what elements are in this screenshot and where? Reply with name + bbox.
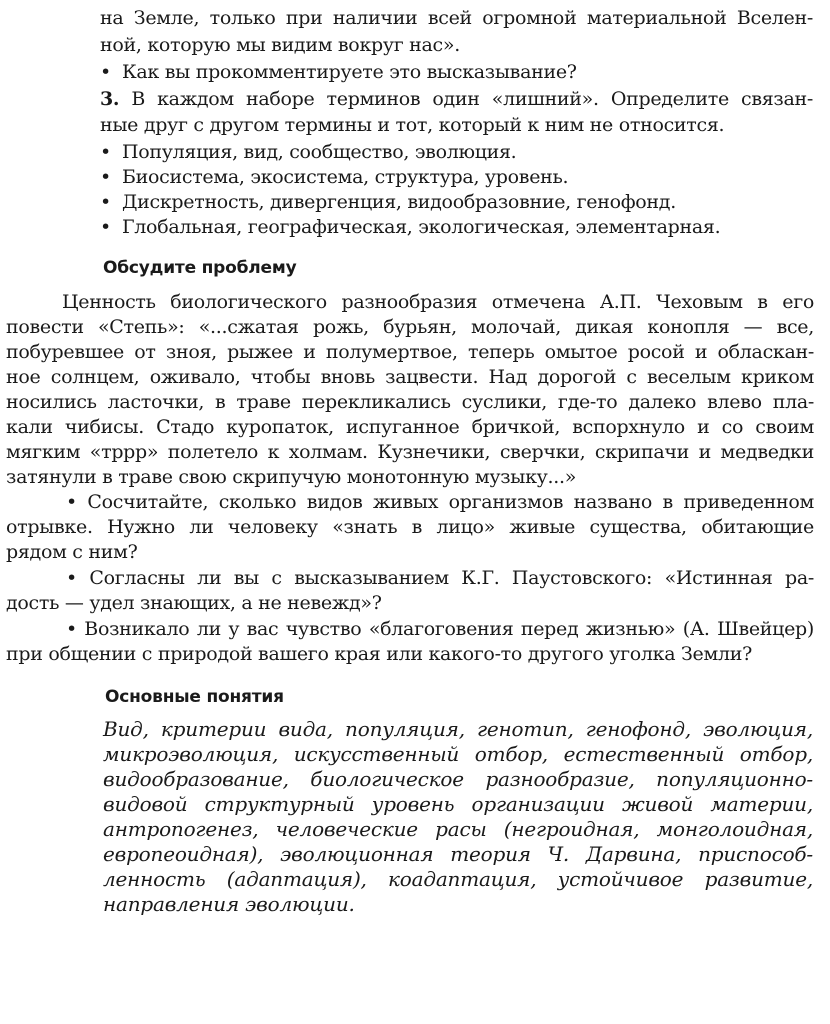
- discuss-question-2-line: дость — удел знающих, а не невежд»?: [6, 592, 382, 614]
- concepts-line: ленность (адаптация), коадаптация, устойчивое развитие,: [103, 867, 813, 891]
- concepts-line: антропогенез, человеческие расы (негроидная, монголоидная,: [103, 817, 813, 841]
- bullet-icon: •: [100, 216, 111, 238]
- task-number: 3.: [100, 88, 120, 110]
- comment-question: • Как вы прокомментируете это высказывание?: [100, 61, 577, 83]
- discuss-question-1-line: отрывке. Нужно ли человеку «знать в лицо» живые существа, обитающие: [6, 516, 814, 538]
- discuss-question-1-line: рядом с ним?: [6, 541, 138, 563]
- discuss-paragraph-line: побуревшее от зноя, рыжее и полумертвое, теперь омытое росой и обласкан-: [6, 341, 814, 363]
- task-3-line-2: ные друг с другом термины и тот, который к ним не относится.: [100, 114, 725, 136]
- discuss-paragraph-line: носились ласточки, в траве перекликались суслики, где-то далеко влево пла-: [6, 391, 814, 413]
- discuss-question-1-line: • Сосчитайте, сколько видов живых организмов названо в приведенном: [66, 491, 814, 513]
- concepts-line: видовой структурный уровень организации живой материи,: [103, 792, 813, 816]
- concepts-line: направления эволюции.: [103, 892, 355, 916]
- task-3-line-1: 3. В каждом наборе терминов один «лишний». Определите связан-: [100, 88, 813, 110]
- concepts-line: микроэволюция, искусственный отбор, естественный отбор,: [103, 742, 813, 766]
- discuss-heading: Обсудите проблему: [103, 258, 297, 278]
- task-3-item: • Дискретность, дивергенция, видообразовние, генофонд.: [100, 191, 676, 213]
- discuss-question-2-line: • Согласны ли вы с высказыванием К.Г. Паустовского: «Истинная ра-: [66, 567, 814, 589]
- top-paragraph-line-1: на Земле, только при наличии всей огромной материальной Вселен-: [100, 7, 813, 29]
- bullet-icon: •: [100, 141, 111, 163]
- task-3-item: • Биосистема, экосистема, структура, уровень.: [100, 166, 569, 188]
- discuss-paragraph-line: кали чибисы. Стадо куропаток, испуганное бричкой, вспорхнуло и со своим: [6, 416, 814, 438]
- bullet-icon: •: [100, 166, 111, 188]
- bullet-icon: •: [100, 61, 111, 83]
- bullet-icon: •: [100, 191, 111, 213]
- concepts-line: Вид, критерии вида, популяция, генотип, генофонд, эволюция,: [103, 717, 813, 741]
- task-3-item: • Популяция, вид, сообщество, эволюция.: [100, 141, 517, 163]
- concepts-line: европеоидная), эволюционная теория Ч. Дарвина, приспособ-: [103, 842, 813, 866]
- discuss-paragraph-line: ное солнцем, оживало, чтобы вновь зацвести. Над дорогой с веселым криком: [6, 366, 814, 388]
- concepts-line: видообразование, биологическое разнообразие, популяционно-: [103, 767, 813, 791]
- discuss-question-3-line: • Возникало ли у вас чувство «благоговения перед жизнью» (А. Швейцер): [66, 618, 814, 640]
- task-3-item: • Глобальная, географическая, экологическая, элементарная.: [100, 216, 721, 238]
- discuss-paragraph-line: повести «Степь»: «...сжатая рожь, бурьян, молочай, дикая конопля — все,: [6, 316, 814, 338]
- discuss-paragraph-line: Ценность биологического разнообразия отмечена А.П. Чеховым в его: [62, 291, 814, 313]
- concepts-heading: Основные понятия: [105, 687, 284, 707]
- discuss-paragraph-line: мягким «тррр» полетело к холмам. Кузнечики, сверчки, скрипачи и медведки: [6, 441, 814, 463]
- discuss-paragraph-line: затянули в траве свою скрипучую монотонную музыку...»: [6, 466, 577, 488]
- discuss-question-3-line: при общении с природой вашего края или какого-то другого уголка Земли?: [6, 643, 753, 665]
- top-paragraph-line-2: ной, которую мы видим вокруг нас».: [100, 34, 460, 56]
